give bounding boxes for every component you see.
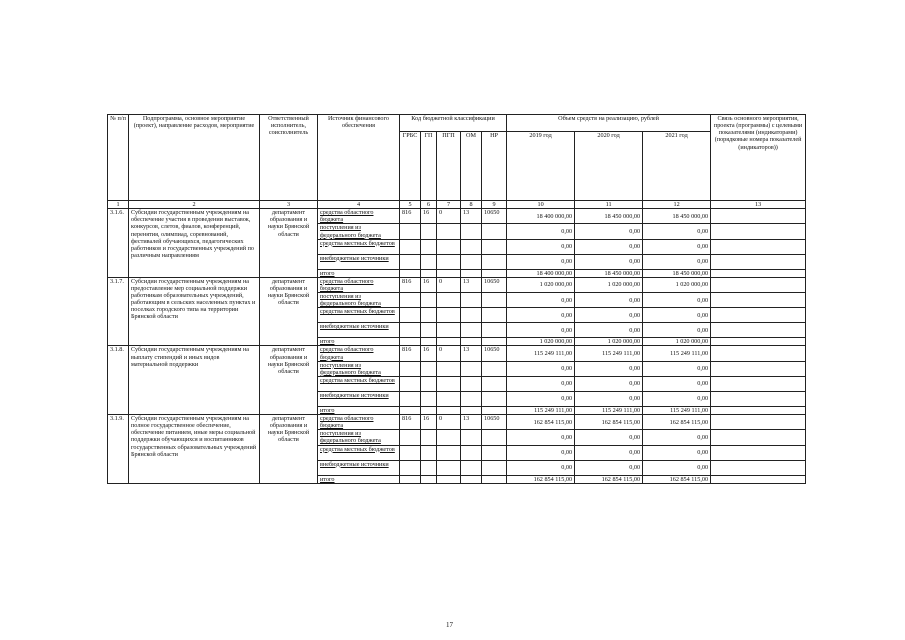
row-responsible: департамент образования и науки Брянской области bbox=[260, 346, 318, 415]
budget-code-cell bbox=[400, 445, 421, 460]
amount-cell: 0,00 bbox=[643, 308, 711, 323]
header-source: Источник финансового обеспечения bbox=[318, 115, 400, 201]
amount-cell: 18 400 000,00 bbox=[507, 209, 575, 224]
budget-code-cell bbox=[461, 224, 482, 239]
table-row bbox=[108, 346, 806, 361]
amount-cell: 0,00 bbox=[507, 460, 575, 475]
budget-code-cell: 16 bbox=[421, 209, 437, 224]
amount-cell: 0,00 bbox=[575, 293, 643, 308]
row-name: Субсидии государственным учреждениям на предоставление мер социальной поддержки работникам образовательных учреждений, работающим в сельских населенных пунктах и поселках городского типа на территории Брянской области bbox=[129, 277, 260, 346]
budget-code-cell bbox=[421, 376, 437, 391]
row-name: Субсидии государственным учреждениям на выплату стипендий и иных видов материальной поддержки bbox=[129, 346, 260, 415]
budget-code-cell bbox=[421, 239, 437, 254]
amount-cell: 0,00 bbox=[575, 254, 643, 269]
amount-cell: 0,00 bbox=[643, 239, 711, 254]
budget-code-cell: 10650 bbox=[482, 277, 507, 292]
index-cell: 3 bbox=[260, 201, 318, 209]
amount-cell: 0,00 bbox=[507, 224, 575, 239]
link-cell bbox=[711, 338, 806, 346]
amount-cell: 0,00 bbox=[507, 254, 575, 269]
source-label: поступления из федерального бюджета bbox=[318, 430, 400, 445]
index-cell: 7 bbox=[437, 201, 461, 209]
column-index-row bbox=[108, 201, 806, 209]
budget-code-cell bbox=[437, 293, 461, 308]
source-label: средства областного бюджета bbox=[318, 277, 400, 292]
budget-code-cell bbox=[482, 391, 507, 406]
budget-code-cell bbox=[400, 239, 421, 254]
amount-cell: 0,00 bbox=[507, 445, 575, 460]
budget-code-cell: 10650 bbox=[482, 209, 507, 224]
index-cell: 13 bbox=[711, 201, 806, 209]
amount-cell: 0,00 bbox=[575, 308, 643, 323]
index-cell: 4 bbox=[318, 201, 400, 209]
budget-code-cell bbox=[482, 308, 507, 323]
row-name: Субсидии государственным учреждениям на обеспечение участия в проведении выставок, конкурсов, слетов, фиалов, конференций, перенятия, олимпиад, соревнований, фестивалей обучающихся, педагогических работников и государственных учреждений по различным направлениям bbox=[129, 209, 260, 278]
amount-cell: 115 249 111,00 bbox=[643, 346, 711, 361]
amount-cell: 0,00 bbox=[575, 391, 643, 406]
source-label: поступления из федерального бюджета bbox=[318, 361, 400, 376]
budget-code-cell bbox=[421, 391, 437, 406]
budget-code-cell bbox=[482, 254, 507, 269]
amount-cell: 18 450 000,00 bbox=[643, 209, 711, 224]
table-row bbox=[108, 209, 806, 224]
header-grbs: ГРБС bbox=[400, 132, 421, 201]
header-link: Связь основного мероприятия, проекта (программы) с целевыми показателями (индикаторами) (порядковые номера показателей (индикаторов)) bbox=[711, 115, 806, 201]
link-cell bbox=[711, 391, 806, 406]
budget-code-cell bbox=[437, 460, 461, 475]
budget-code-cell bbox=[461, 323, 482, 338]
budget-code-cell bbox=[461, 254, 482, 269]
budget-code-cell bbox=[437, 269, 461, 277]
link-cell bbox=[711, 277, 806, 292]
amount-cell: 0,00 bbox=[643, 376, 711, 391]
amount-cell: 0,00 bbox=[643, 361, 711, 376]
budget-code-cell bbox=[461, 391, 482, 406]
amount-cell: 0,00 bbox=[575, 445, 643, 460]
amount-cell: 0,00 bbox=[575, 430, 643, 445]
budget-code-cell bbox=[437, 224, 461, 239]
budget-code-cell bbox=[461, 406, 482, 414]
budget-code-cell bbox=[400, 430, 421, 445]
budget-code-cell: 816 bbox=[400, 209, 421, 224]
budget-code-cell bbox=[482, 376, 507, 391]
budget-code-cell bbox=[482, 475, 507, 483]
amount-cell: 0,00 bbox=[575, 323, 643, 338]
link-cell bbox=[711, 430, 806, 445]
link-cell bbox=[711, 209, 806, 224]
budget-code-cell bbox=[461, 269, 482, 277]
amount-cell: 1 020 000,00 bbox=[507, 277, 575, 292]
budget-code-cell bbox=[421, 406, 437, 414]
header-om: ОМ bbox=[461, 132, 482, 201]
amount-cell: 162 854 115,00 bbox=[643, 475, 711, 483]
amount-cell: 18 450 000,00 bbox=[643, 269, 711, 277]
budget-code-cell bbox=[421, 224, 437, 239]
budget-code-cell bbox=[421, 445, 437, 460]
budget-code-cell bbox=[437, 445, 461, 460]
budget-code-cell bbox=[461, 338, 482, 346]
link-cell bbox=[711, 361, 806, 376]
budget-code-cell: 0 bbox=[437, 277, 461, 292]
row-responsible: департамент образования и науки Брянской области bbox=[260, 415, 318, 484]
budget-code-cell bbox=[461, 430, 482, 445]
row-number: 3.1.8. bbox=[108, 346, 129, 415]
budget-code-cell bbox=[461, 475, 482, 483]
amount-cell: 1 020 000,00 bbox=[575, 277, 643, 292]
link-cell bbox=[711, 415, 806, 430]
index-cell: 1 bbox=[108, 201, 129, 209]
amount-cell: 0,00 bbox=[507, 391, 575, 406]
budget-code-cell: 0 bbox=[437, 209, 461, 224]
source-label: средства областного бюджета bbox=[318, 415, 400, 430]
amount-cell: 0,00 bbox=[575, 361, 643, 376]
link-cell bbox=[711, 239, 806, 254]
amount-cell: 115 249 111,00 bbox=[507, 406, 575, 414]
table-row bbox=[108, 277, 806, 292]
budget-code-cell bbox=[400, 338, 421, 346]
link-cell bbox=[711, 269, 806, 277]
budget-code-cell bbox=[482, 293, 507, 308]
header-year-2020: 2020 год bbox=[575, 132, 643, 201]
budget-code-cell bbox=[421, 269, 437, 277]
amount-cell: 162 854 115,00 bbox=[575, 415, 643, 430]
budget-code-cell bbox=[461, 445, 482, 460]
budget-code-cell: 0 bbox=[437, 415, 461, 430]
budget-code-cell: 0 bbox=[437, 346, 461, 361]
amount-cell: 0,00 bbox=[643, 391, 711, 406]
budget-code-cell bbox=[482, 323, 507, 338]
link-cell bbox=[711, 308, 806, 323]
amount-cell: 162 854 115,00 bbox=[507, 475, 575, 483]
amount-cell: 162 854 115,00 bbox=[575, 475, 643, 483]
header-pgp: ПГП bbox=[437, 132, 461, 201]
amount-cell: 0,00 bbox=[643, 430, 711, 445]
budget-code-cell bbox=[400, 460, 421, 475]
table-body bbox=[108, 209, 806, 484]
budget-code-cell bbox=[461, 308, 482, 323]
amount-cell: 1 020 000,00 bbox=[507, 338, 575, 346]
budget-code-cell bbox=[400, 361, 421, 376]
source-label: средства областного бюджета bbox=[318, 209, 400, 224]
header-volume: Объем средств на реализацию, рублей bbox=[507, 115, 711, 132]
source-label: внебюджетные источники bbox=[318, 460, 400, 475]
link-cell bbox=[711, 254, 806, 269]
budget-code-cell: 13 bbox=[461, 277, 482, 292]
amount-cell: 115 249 111,00 bbox=[643, 406, 711, 414]
budget-code-cell bbox=[461, 460, 482, 475]
budget-code-cell bbox=[482, 430, 507, 445]
row-name: Субсидии государственным учреждениям на полное государственное обеспечение, обеспечение питанием, иные меры социальной поддержки обучающихся и воспитанников государственных образовательных учреждений Брянской области bbox=[129, 415, 260, 484]
amount-cell: 0,00 bbox=[643, 445, 711, 460]
source-label: средства местных бюджетов bbox=[318, 376, 400, 391]
budget-code-cell bbox=[421, 475, 437, 483]
budget-code-cell bbox=[482, 445, 507, 460]
budget-code-cell bbox=[437, 254, 461, 269]
budget-code-cell: 816 bbox=[400, 415, 421, 430]
source-label: средства местных бюджетов bbox=[318, 239, 400, 254]
source-label: итого bbox=[318, 269, 400, 277]
header-year-2019: 2019 год bbox=[507, 132, 575, 201]
budget-code-cell bbox=[400, 475, 421, 483]
budget-code-cell bbox=[437, 406, 461, 414]
amount-cell: 1 020 000,00 bbox=[575, 338, 643, 346]
budget-code-cell bbox=[400, 323, 421, 338]
index-cell: 12 bbox=[643, 201, 711, 209]
budget-code-cell bbox=[400, 224, 421, 239]
amount-cell: 0,00 bbox=[507, 239, 575, 254]
amount-cell: 1 020 000,00 bbox=[643, 338, 711, 346]
link-cell bbox=[711, 460, 806, 475]
budget-code-cell bbox=[400, 293, 421, 308]
amount-cell: 0,00 bbox=[643, 293, 711, 308]
budget-code-cell bbox=[421, 430, 437, 445]
budget-code-cell bbox=[482, 224, 507, 239]
amount-cell: 0,00 bbox=[643, 323, 711, 338]
budget-code-cell: 16 bbox=[421, 346, 437, 361]
source-label: средства местных бюджетов bbox=[318, 445, 400, 460]
amount-cell: 0,00 bbox=[575, 376, 643, 391]
amount-cell: 115 249 111,00 bbox=[507, 346, 575, 361]
budget-code-cell bbox=[400, 391, 421, 406]
header-year-2021: 2021 год bbox=[643, 132, 711, 201]
budget-code-cell bbox=[437, 239, 461, 254]
amount-cell: 0,00 bbox=[643, 254, 711, 269]
budget-code-cell bbox=[421, 308, 437, 323]
budget-code-cell bbox=[482, 239, 507, 254]
budget-code-cell bbox=[400, 406, 421, 414]
amount-cell: 0,00 bbox=[507, 308, 575, 323]
budget-code-cell: 13 bbox=[461, 415, 482, 430]
source-label: итого bbox=[318, 338, 400, 346]
table-row bbox=[108, 415, 806, 430]
budget-code-cell bbox=[421, 361, 437, 376]
budget-code-cell bbox=[461, 361, 482, 376]
budget-code-cell bbox=[461, 239, 482, 254]
amount-cell: 0,00 bbox=[507, 293, 575, 308]
row-number: 3.1.7. bbox=[108, 277, 129, 346]
link-cell bbox=[711, 475, 806, 483]
budget-code-cell bbox=[482, 269, 507, 277]
budget-code-cell bbox=[437, 475, 461, 483]
amount-cell: 18 450 000,00 bbox=[575, 209, 643, 224]
link-cell bbox=[711, 346, 806, 361]
source-label: внебюджетные источники bbox=[318, 254, 400, 269]
link-cell bbox=[711, 406, 806, 414]
index-cell: 9 bbox=[482, 201, 507, 209]
link-cell bbox=[711, 323, 806, 338]
budget-code-cell bbox=[400, 269, 421, 277]
budget-code-cell: 13 bbox=[461, 209, 482, 224]
budget-code-cell bbox=[437, 361, 461, 376]
source-label: средства местных бюджетов bbox=[318, 308, 400, 323]
budget-code-cell: 16 bbox=[421, 415, 437, 430]
budget-code-cell bbox=[461, 293, 482, 308]
budget-code-cell bbox=[461, 376, 482, 391]
header-no: № п/п bbox=[108, 115, 129, 201]
amount-cell: 115 249 111,00 bbox=[575, 346, 643, 361]
link-cell bbox=[711, 376, 806, 391]
budget-table bbox=[107, 114, 806, 484]
amount-cell: 162 854 115,00 bbox=[643, 415, 711, 430]
budget-code-cell bbox=[400, 308, 421, 323]
budget-code-cell bbox=[421, 254, 437, 269]
budget-code-cell bbox=[482, 460, 507, 475]
source-label: внебюджетные источники bbox=[318, 391, 400, 406]
source-label: внебюджетные источники bbox=[318, 323, 400, 338]
header-name: Подпрограмма, основное мероприятие (проект), направление расходов, мероприятие bbox=[129, 115, 260, 201]
source-label: поступления из федерального бюджета bbox=[318, 293, 400, 308]
budget-code-cell bbox=[400, 254, 421, 269]
amount-cell: 0,00 bbox=[507, 323, 575, 338]
source-label: итого bbox=[318, 406, 400, 414]
budget-code-cell bbox=[437, 376, 461, 391]
source-label: итого bbox=[318, 475, 400, 483]
budget-code-cell bbox=[421, 293, 437, 308]
budget-code-cell: 10650 bbox=[482, 415, 507, 430]
amount-cell: 18 400 000,00 bbox=[507, 269, 575, 277]
link-cell bbox=[711, 224, 806, 239]
amount-cell: 0,00 bbox=[643, 460, 711, 475]
budget-code-cell bbox=[482, 338, 507, 346]
page-number: 17 bbox=[446, 621, 453, 629]
budget-code-cell: 10650 bbox=[482, 346, 507, 361]
row-responsible: департамент образования и науки Брянской области bbox=[260, 209, 318, 278]
budget-code-cell bbox=[437, 308, 461, 323]
budget-code-cell: 816 bbox=[400, 277, 421, 292]
row-responsible: департамент образования и науки Брянской области bbox=[260, 277, 318, 346]
amount-cell: 0,00 bbox=[643, 224, 711, 239]
budget-code-cell bbox=[482, 361, 507, 376]
budget-code-cell bbox=[400, 376, 421, 391]
index-cell: 11 bbox=[575, 201, 643, 209]
amount-cell: 162 854 115,00 bbox=[507, 415, 575, 430]
header-responsible: Ответственный исполнитель, соисполнитель bbox=[260, 115, 318, 201]
budget-code-cell bbox=[421, 338, 437, 346]
budget-code-cell bbox=[437, 430, 461, 445]
amount-cell: 115 249 111,00 bbox=[575, 406, 643, 414]
amount-cell: 18 450 000,00 bbox=[575, 269, 643, 277]
budget-code-cell: 816 bbox=[400, 346, 421, 361]
amount-cell: 0,00 bbox=[575, 224, 643, 239]
source-label: поступления из федерального бюджета bbox=[318, 224, 400, 239]
link-cell bbox=[711, 445, 806, 460]
index-cell: 10 bbox=[507, 201, 575, 209]
header-gp: ГП bbox=[421, 132, 437, 201]
index-cell: 5 bbox=[400, 201, 421, 209]
index-cell: 2 bbox=[129, 201, 260, 209]
budget-code-cell bbox=[437, 338, 461, 346]
header-nr: НР bbox=[482, 132, 507, 201]
amount-cell: 0,00 bbox=[507, 376, 575, 391]
amount-cell: 0,00 bbox=[575, 460, 643, 475]
budget-code-cell bbox=[421, 460, 437, 475]
index-cell: 8 bbox=[461, 201, 482, 209]
amount-cell: 0,00 bbox=[507, 361, 575, 376]
budget-code-cell: 13 bbox=[461, 346, 482, 361]
header-budget-code: Код бюджетной классификации bbox=[400, 115, 507, 132]
amount-cell: 0,00 bbox=[507, 430, 575, 445]
index-cell: 6 bbox=[421, 201, 437, 209]
budget-code-cell bbox=[421, 323, 437, 338]
row-number: 3.1.6. bbox=[108, 209, 129, 278]
budget-code-cell bbox=[482, 406, 507, 414]
source-label: средства областного бюджета bbox=[318, 346, 400, 361]
budget-code-cell: 16 bbox=[421, 277, 437, 292]
link-cell bbox=[711, 293, 806, 308]
budget-code-cell bbox=[437, 391, 461, 406]
amount-cell: 0,00 bbox=[575, 239, 643, 254]
budget-code-cell bbox=[437, 323, 461, 338]
amount-cell: 1 020 000,00 bbox=[643, 277, 711, 292]
row-number: 3.1.9. bbox=[108, 415, 129, 484]
